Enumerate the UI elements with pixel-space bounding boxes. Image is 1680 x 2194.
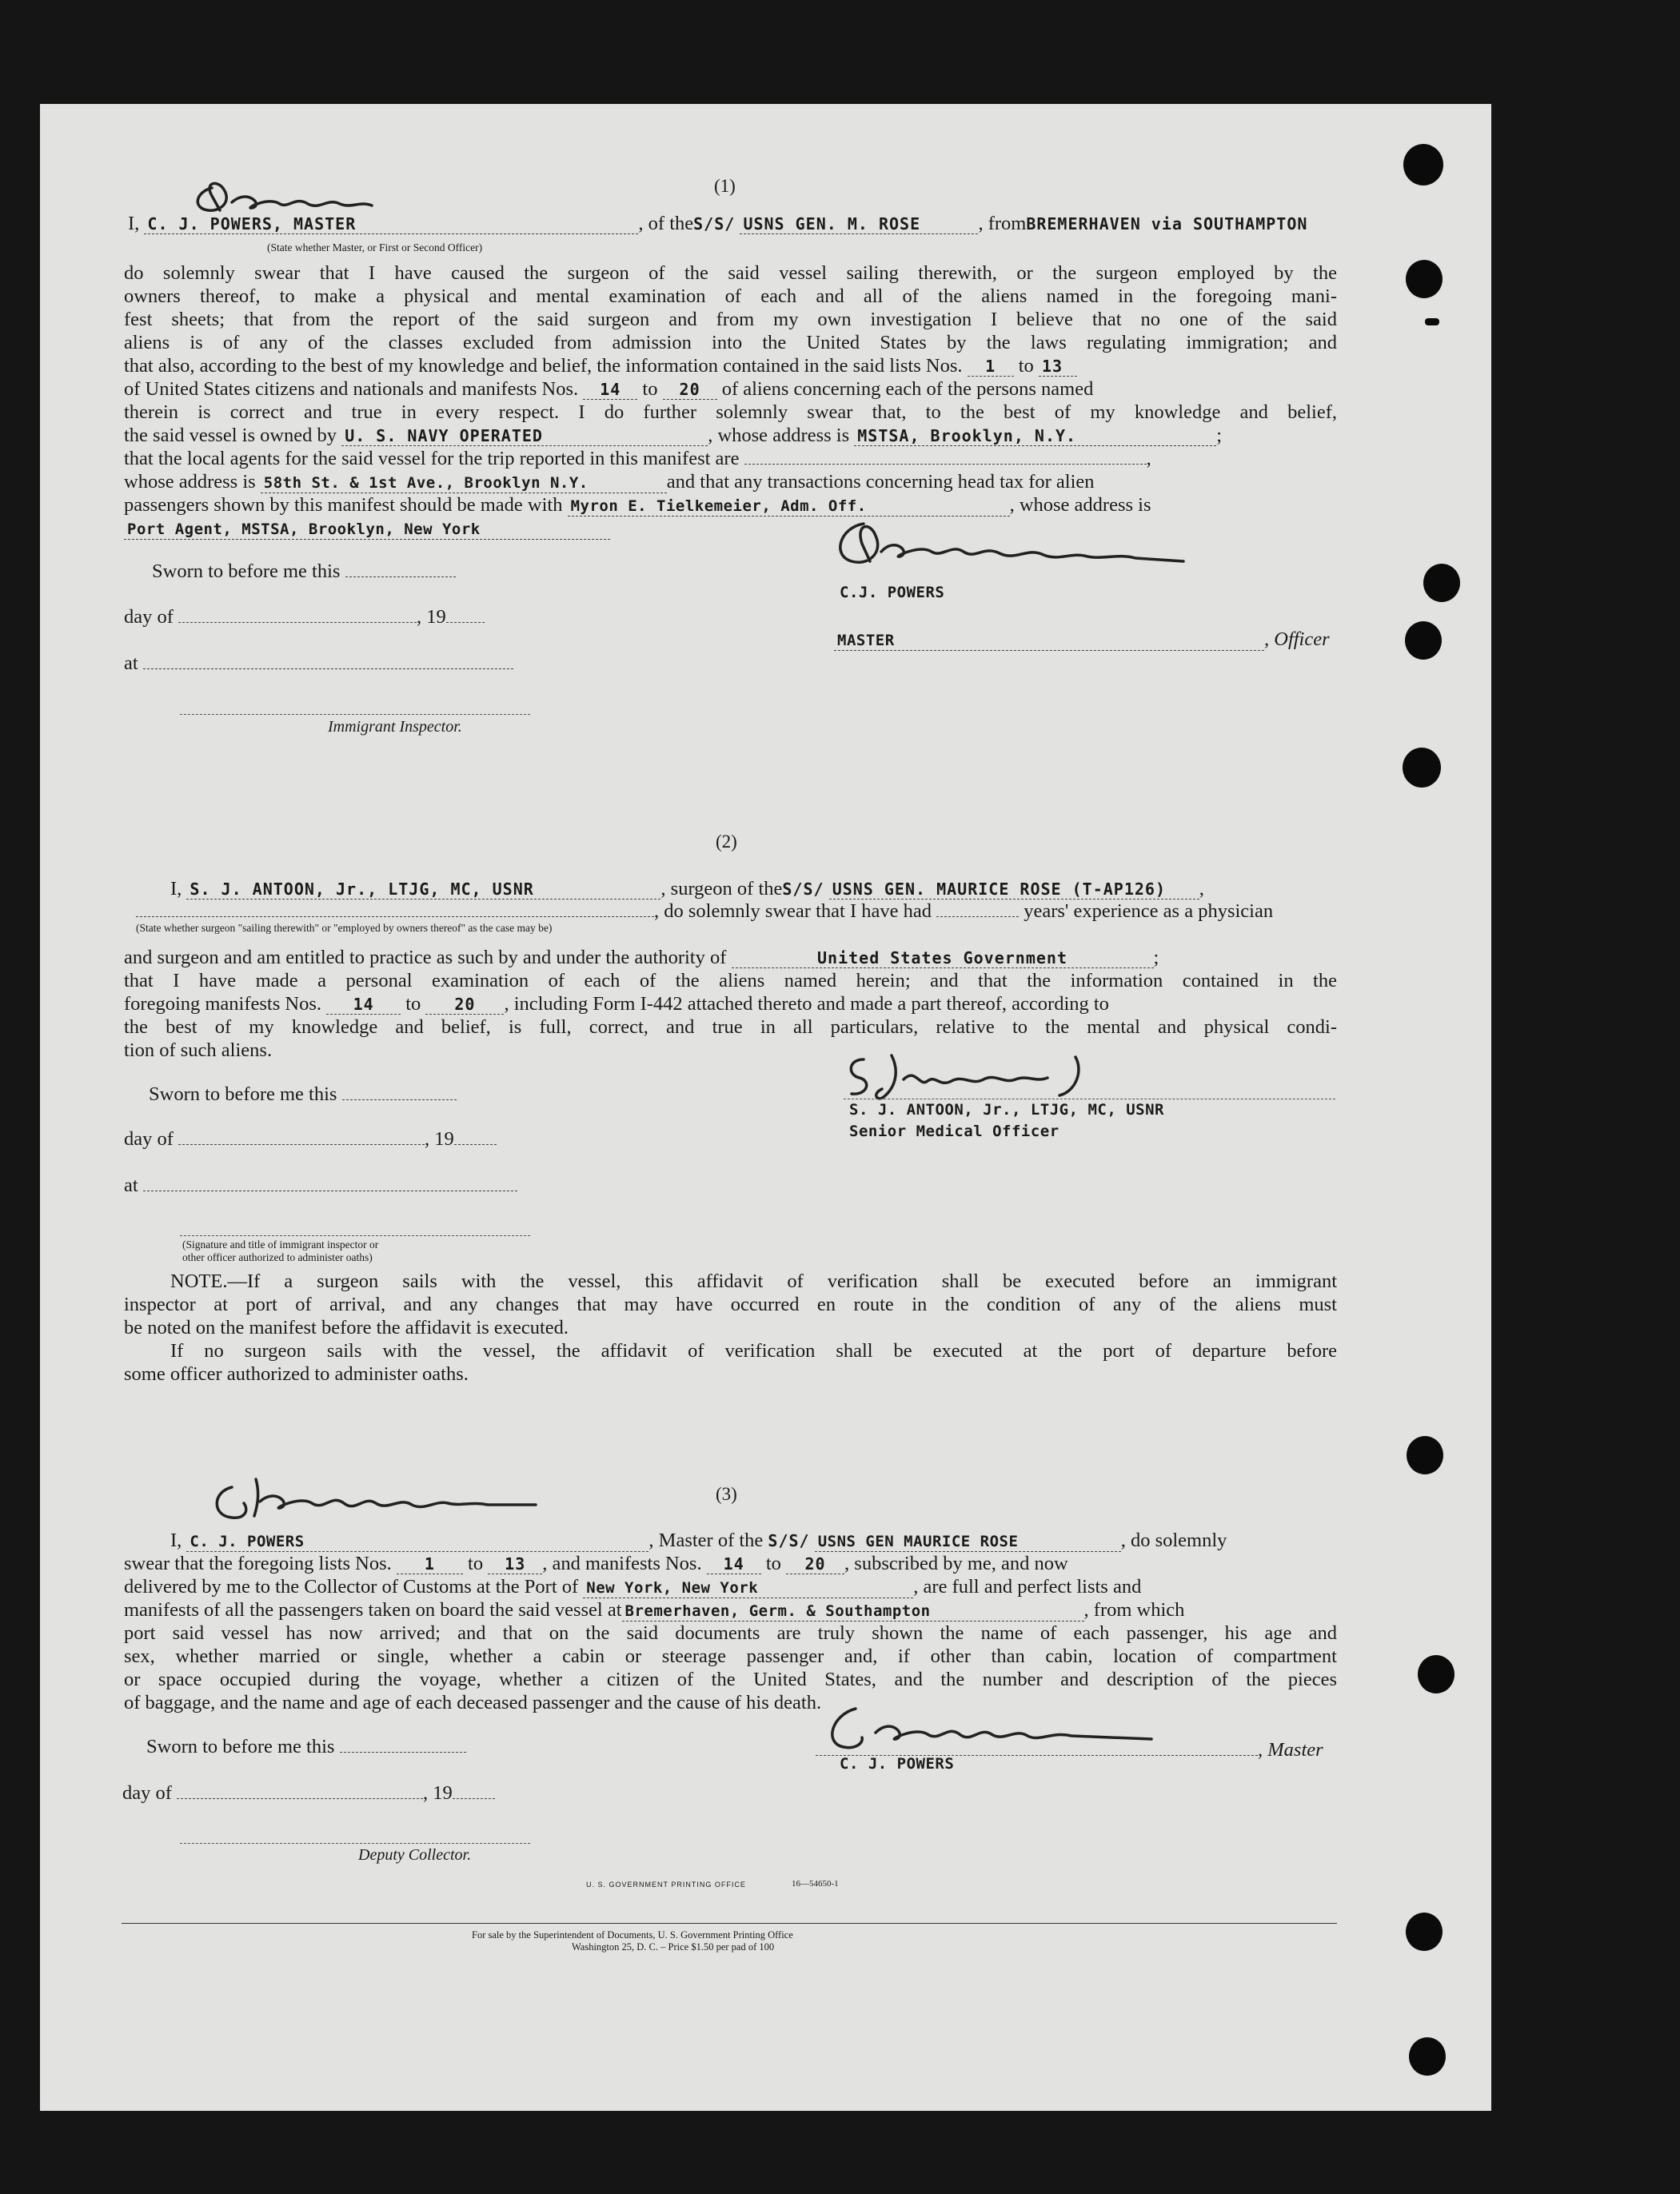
aff3-day — [122, 1781, 495, 1805]
text: at — [124, 652, 138, 674]
text: , — [1199, 878, 1204, 900]
punch-hole — [1403, 748, 1441, 788]
aff2-sworn — [149, 1083, 457, 1106]
agents-field — [744, 464, 1147, 465]
vessel-name-field: USNS GEN. MAURICE ROSE (T-AP126) — [829, 880, 1199, 900]
years-field — [936, 916, 1019, 917]
text: , from which — [1083, 1599, 1185, 1621]
text: , Officer — [1264, 628, 1330, 650]
sale-line-2: Washington 25, D. C. – Price $1.50 per pad of 100 — [572, 1941, 775, 1953]
vessel-name-field: USNS GEN. M. ROSE — [740, 214, 978, 234]
aff1-at — [124, 652, 513, 675]
section-number: (3) — [716, 1484, 737, 1504]
lists-from-field: 1 — [397, 1554, 463, 1574]
text: to — [405, 993, 421, 1015]
ss-field: S/S/ — [768, 1531, 810, 1550]
aff1-line-1: do solemnly swear that I have caused the surgeon of the said vessel sailing therewith, or the surgeon employed by the — [124, 262, 1337, 284]
aff2-line-1 — [124, 946, 1159, 969]
aff3-line-2 — [124, 1575, 1141, 1598]
text: day of — [124, 606, 174, 628]
aff3-line-6: or space occupied during the voyage, whether a citizen of the United States, and the number and description of the pieces — [124, 1669, 1337, 1690]
day-field — [177, 1798, 423, 1799]
note-line-1: NOTE.—If a surgeon sails with the vessel, this affidavit of verification shall be executed before an immigrant — [170, 1271, 1337, 1292]
text: Sworn to before me this — [149, 1083, 337, 1105]
lists-to-field: 13 — [1039, 357, 1077, 377]
day-field — [178, 1144, 425, 1145]
day-field — [178, 622, 417, 623]
aff1-line-0 — [128, 212, 1307, 236]
surgeon-name-field: S. J. ANTOON, Jr., LTJG, MC, USNR — [186, 880, 660, 900]
manifest-to-field: 20 — [425, 995, 504, 1015]
form-number: 16—54650-1 — [792, 1879, 839, 1889]
aff2-line-0b — [136, 900, 1273, 923]
master-name-field: C. J. POWERS, MASTER — [144, 214, 638, 234]
text: that the local agents for the said vessel for the trip reported in this manifest are — [124, 448, 740, 469]
section-number: (1) — [714, 176, 736, 196]
note-line-4: If no surgeon sails with the vessel, the affidavit of verification shall be executed at the port of departure before — [170, 1340, 1337, 1362]
note-line-3: be noted on the manifest before the affidavit is executed. — [124, 1317, 569, 1338]
aff2-line-2: that I have made a personal examination of each of the aliens named herein; and that the information contained in the — [124, 970, 1337, 991]
text: foregoing manifests Nos. — [124, 993, 321, 1015]
text: , 19 — [425, 1128, 454, 1150]
port-field: New York, New York — [583, 1578, 913, 1598]
text: to — [1018, 355, 1034, 377]
aff1-line-6 — [124, 377, 1093, 401]
text: Sworn to before me this — [152, 560, 341, 582]
text: at — [124, 1175, 138, 1196]
section-number: (2) — [716, 832, 737, 852]
text: , 19 — [417, 606, 446, 628]
text: to — [642, 378, 658, 400]
agent-address-field: 58th St. & 1st Ave., Brooklyn N.Y. — [261, 473, 667, 493]
aff1-signer: C.J. POWERS — [840, 584, 945, 601]
aff3-signer: C. J. POWERS — [840, 1755, 955, 1773]
aff1-sworn — [152, 560, 456, 583]
manifest-from-field: 14 — [326, 995, 401, 1015]
manifest-to-field: 20 — [663, 380, 717, 400]
gpo-imprint: U. S. GOVERNMENT PRINTING OFFICE — [586, 1881, 746, 1889]
inspector-sign-line — [180, 1235, 530, 1236]
text: , including Form I-442 attached thereto and made a part thereof, according to — [504, 993, 1109, 1015]
aff2-line-3 — [124, 992, 1109, 1015]
text: , 19 — [423, 1782, 453, 1804]
punch-hole — [1406, 1913, 1443, 1951]
aff1-line-7: therein is correct and true in every respect. I do further solemnly swear that, to the best of my knowledge and belief, — [124, 401, 1337, 423]
aff3-line-5: sex, whether married or single, whether a cabin or steerage passenger and, if other than cabin, location of compartment — [124, 1646, 1337, 1667]
text: that also, according to the best of my knowledge and belief, the information contained in the said lists Nos. — [124, 355, 963, 377]
owner-address-field: MSTSA, Brooklyn, N.Y. — [854, 426, 1216, 446]
aff2-day — [124, 1127, 497, 1151]
lists-from-field: 1 — [968, 357, 1014, 377]
signature-antoon — [844, 1047, 1131, 1103]
manifest-to-field: 20 — [786, 1554, 844, 1574]
text: , whose address is — [1009, 494, 1151, 516]
aff2-line-4: the best of my knowledge and belief, is full, correct, and true in all particulars, relative to the mental and physical condi- — [124, 1016, 1337, 1038]
year-field — [454, 1144, 497, 1145]
aff3-deputy: Deputy Collector. — [358, 1846, 472, 1864]
text: manifests of all the passengers taken on board the said vessel at — [124, 1599, 622, 1621]
text: whose address is — [124, 471, 256, 493]
authority-field: United States Government — [732, 948, 1154, 968]
note-line-5: some officer authorized to administer oaths. — [124, 1363, 469, 1385]
lists-to-field: 13 — [488, 1554, 542, 1574]
manifest-from-field: 14 — [707, 1554, 761, 1574]
text: the said vessel is owned by — [124, 425, 337, 446]
signature-powers — [832, 512, 1199, 576]
aff2-sig-note2: other officer authorized to administer oaths) — [182, 1251, 373, 1263]
signature-powers-3 — [200, 1470, 552, 1526]
text: of United States citizens and nationals and manifests Nos. — [124, 378, 579, 400]
text: , of the — [638, 213, 694, 234]
punch-hole — [1409, 2037, 1446, 2076]
aff1-day — [124, 605, 485, 628]
owner-field: U. S. NAVY OPERATED — [341, 426, 708, 446]
tax-agent-address-field: Port Agent, MSTSA, Brooklyn, New York — [124, 520, 610, 540]
year-field — [446, 622, 485, 623]
aff3-sworn — [146, 1735, 466, 1758]
aff1-line-9 — [124, 447, 1151, 470]
text: years' experience as a physician — [1024, 900, 1274, 922]
punch-hole — [1403, 144, 1443, 185]
sale-line-1: For sale by the Superintendent of Documents, U. S. Government Printing Office — [472, 1929, 793, 1941]
text: ; — [1153, 947, 1159, 968]
text: , subscribed by me, and now — [844, 1553, 1068, 1574]
origin-field: Bremerhaven, Germ. & Southampton — [622, 1602, 1084, 1622]
ss-field: S/S/ — [693, 214, 736, 233]
text: day of — [124, 1128, 174, 1150]
collector-sign-line — [180, 1843, 530, 1844]
aff1-inspector: Immigrant Inspector. — [328, 718, 462, 736]
note-line-2: inspector at port of arrival, and any changes that may have occurred en route in the condition of any of the aliens must — [124, 1294, 1337, 1315]
footer-rule — [122, 1923, 1337, 1924]
text: , from — [978, 213, 1027, 234]
sworn-date-field — [345, 576, 456, 577]
aff3-line-0 — [170, 1529, 1227, 1553]
text: , Master of the — [648, 1530, 764, 1551]
surgeon-state-note: (State whether surgeon "sailing therewith" or "employed by owners thereof" as the case may be) — [136, 922, 553, 934]
text: passengers shown by this manifest should be made with — [124, 494, 563, 516]
text: , Master — [1258, 1739, 1323, 1761]
surgeon-status-field — [136, 916, 654, 917]
aff1-line-8 — [124, 424, 1222, 447]
text: day of — [122, 1782, 172, 1804]
aff2-at — [124, 1174, 517, 1197]
aff2-signer-title: Senior Medical Officer — [849, 1123, 1059, 1140]
punch-hole — [1406, 260, 1443, 298]
aff3-line-4: port said vessel has now arrived; and that on the said documents are truly shown the name of each passenger, his age and — [124, 1622, 1337, 1644]
sworn-date-field — [340, 1752, 466, 1753]
aff3-line-7: of baggage, and the name and age of each deceased passenger and the cause of his death. — [124, 1692, 822, 1713]
text: I, — [170, 878, 182, 900]
text: , surgeon of the — [660, 878, 783, 900]
punch-hole — [1418, 1655, 1455, 1693]
text: , do solemnly — [1120, 1530, 1227, 1551]
sworn-date-field — [342, 1099, 457, 1100]
master-name-field: C. J. POWERS — [186, 1532, 648, 1552]
aff2-sig-note1: (Signature and title of immigrant inspector or — [182, 1239, 379, 1251]
aff1-master-line — [834, 628, 1330, 651]
punch-hole — [1425, 318, 1439, 325]
aff1-line-3: fest sheets; that from the report of the said surgeon and from my own investigation I believe that no one of the said — [124, 309, 1337, 330]
aff1-line-12 — [124, 517, 610, 540]
text: swear that the foregoing lists Nos. — [124, 1553, 392, 1574]
manifest-from-field: 14 — [583, 380, 637, 400]
aff2-line-0 — [170, 877, 1204, 901]
aff3-line-3 — [124, 1598, 1184, 1622]
aff1-line-5 — [124, 354, 1077, 377]
text: ; — [1216, 425, 1223, 446]
tax-agent-field: Myron E. Tielkemeier, Adm. Off. — [568, 497, 1010, 517]
text: I, — [170, 1530, 182, 1551]
text: and that any transactions concerning head tax for alien — [666, 471, 1095, 493]
aff2-signer: S. J. ANTOON, Jr., LTJG, MC, USNR — [849, 1101, 1164, 1119]
text: delivered by me to the Collector of Customs at the Port of — [124, 1576, 579, 1598]
text: , and manifests Nos. — [542, 1553, 702, 1574]
text: Sworn to before me this — [146, 1736, 335, 1757]
text: to — [468, 1553, 484, 1574]
aff1-line-4: aliens is of any of the classes excluded from admission into the United States by the laws regulating immigration; and — [124, 332, 1337, 353]
aff3-line-1 — [124, 1552, 1068, 1575]
text: , are full and perfect lists and — [913, 1576, 1142, 1598]
text: , whose address is — [708, 425, 850, 446]
year-field — [453, 1798, 495, 1799]
inspector-sign-line — [180, 714, 530, 715]
text: of aliens concerning each of the persons named — [721, 378, 1094, 400]
ss-field: S/S/ — [782, 880, 824, 899]
text: I, — [128, 213, 140, 234]
text: , do solemnly swear that I have had — [654, 900, 932, 922]
punch-hole — [1405, 621, 1442, 660]
vessel-name-field: USNS GEN MAURICE ROSE — [815, 1532, 1121, 1552]
aff2-line-5: tion of such aliens. — [124, 1039, 273, 1061]
state-note: (State whether Master, or First or Second Officer) — [267, 241, 483, 253]
text: , — [1146, 448, 1151, 469]
text: to — [765, 1553, 781, 1574]
officer-title-field: MASTER — [834, 631, 1264, 651]
punch-hole — [1423, 564, 1460, 602]
aff1-line-2: owners thereof, to make a physical and mental examination of each and all of the aliens named in the foregoing mani- — [124, 285, 1337, 307]
aff1-line-10 — [124, 470, 1095, 493]
punch-hole — [1407, 1436, 1443, 1474]
from-port-field: BREMERHAVEN via SOUTHAMPTON — [1026, 214, 1308, 233]
at-field — [143, 668, 513, 669]
text: and surgeon and am entitled to practice as such by and under the authority of — [124, 947, 727, 968]
